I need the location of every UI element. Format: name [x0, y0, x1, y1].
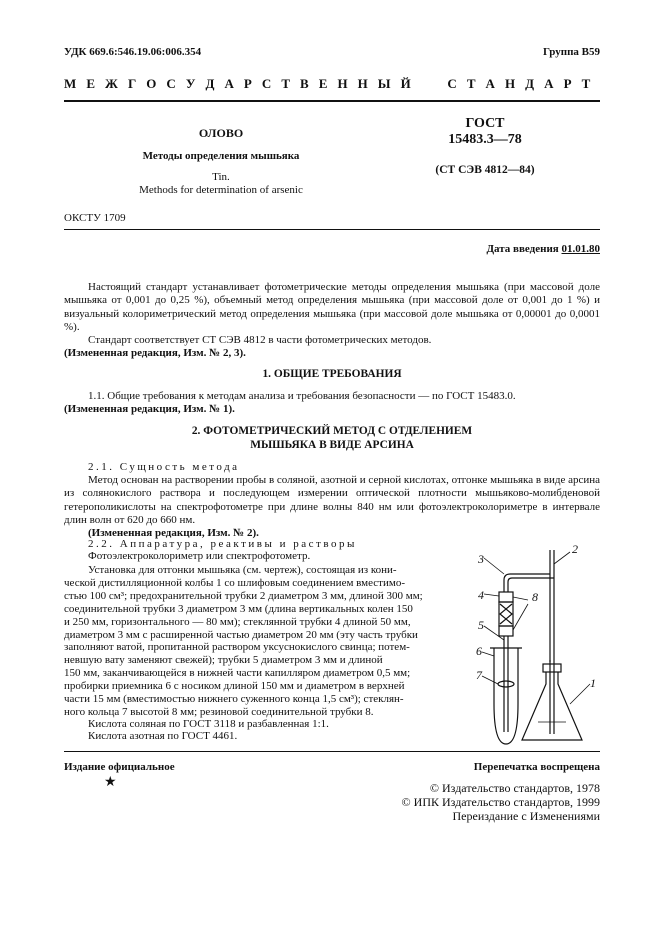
udk-code: УДК 669.6:546.19.06:006.354 [64, 46, 202, 58]
leader-line [513, 604, 528, 630]
lead-acetate-cotton [500, 604, 512, 624]
leader-line [482, 676, 498, 684]
leader-line [554, 552, 570, 564]
apparatus-line: стью 100 см³; предохранительной трубки 2 диаметром 3 мм, длиной 300 мм; [64, 589, 423, 602]
apparatus-line: соединительной трубки 3 диаметром 3 мм (длина вертикальных колен 150 [64, 602, 413, 615]
section-1-1: 1.1. Общие требования к методам анализа и требования безопасности — по ГОСТ 15483.0. [88, 390, 516, 402]
photometer-item: Фотоэлектроколориметр или спектрофотометр. [88, 550, 311, 562]
star-icon: ★ [104, 775, 117, 790]
intro-amendment: (Измененная редакция, Изм. № 2, 3). [64, 347, 246, 359]
subsection-2-1: 2.1. Сущность метода [88, 461, 240, 473]
section-1-heading: 1. ОБЩИЕ ТРЕБОВАНИЯ [262, 368, 402, 380]
glass-ring [498, 681, 514, 687]
group-code: Группа В59 [542, 46, 600, 58]
conical-flask [522, 672, 582, 740]
apparatus-line: заполняют ватой, пропитанной раствором уксуснокислого свинца; потем- [64, 641, 410, 654]
banner-rule [64, 100, 600, 102]
date-label: Дата введения [486, 243, 559, 255]
figure-label-6: 6 [476, 644, 482, 658]
date-value: 01.01.80 [561, 243, 600, 255]
receiver-tube [494, 648, 518, 744]
standard-banner: М Е Ж Г О С У Д А Р С Т В Е Н Н Ы Й С Т А Н Д А Р Т [64, 76, 594, 91]
leader-line [482, 652, 494, 656]
apparatus-line: части 15 мм (вместимостью нижнего суженного конца 1,5 см³); стеклян- [64, 693, 404, 706]
figure-label-8: 8 [532, 590, 538, 604]
distillation-apparatus-figure [466, 544, 600, 750]
apparatus-description [64, 564, 460, 719]
section-2-amendment: (Измененная редакция, Изм. № 2). [88, 527, 259, 539]
leader-line [513, 597, 528, 600]
title-en-1: Tin. [212, 171, 230, 183]
official-edition: Издание официальное [64, 761, 175, 773]
apparatus-line: ческой дистилляционной колбы 1 со шлифовым соединением вместимо- [64, 576, 405, 589]
section-1-amendment: (Измененная редакция, Изм. № 1). [64, 403, 235, 415]
leader-line [484, 558, 504, 574]
apparatus-line: 150 мм, заканчивающейся в нижней части капилляром диаметром 0,5 мм; [64, 667, 411, 680]
gost-label: ГОСТ [465, 116, 505, 131]
sev-number: (СТ СЭВ 4812—84) [435, 164, 535, 176]
apparatus-line: диаметром 3 мм с расширенной частью диаметром 20 мм (эту часть трубки [64, 628, 418, 641]
copyright-1978: © Издательство стандартов, 1978 [429, 781, 600, 795]
doc-subtitle: Методы определения мышьяка [142, 150, 300, 162]
apparatus-line: пробирки приемника 6 с носиком длиной 150 мм и диаметром в верхней [64, 680, 405, 693]
nitric-acid: Кислота азотная по ГОСТ 4461. [88, 730, 238, 742]
subsection-2-2: 2.2. Аппаратура, реактивы и растворы [88, 538, 357, 550]
apparatus-line: ного кольца 7 высотой 8 мм; резиновой соединительной трубки 8. [64, 705, 374, 718]
connecting-tube-inner [508, 578, 554, 592]
hydrochloric-acid: Кислота соляная по ГОСТ 3118 и разбавленная 1:1. [88, 718, 329, 730]
connecting-tube [504, 574, 550, 662]
figure-label-5: 5 [478, 618, 484, 632]
copyright-1999: © ИПК Издательство стандартов, 1999 [401, 795, 600, 809]
leader-line [570, 684, 590, 704]
apparatus-line: Установка для отгонки мышьяка (см. чертеж), состоящая из кони- [88, 564, 397, 576]
apparatus-line: невшую вату заменяют свежей); трубки 5 диаметром 3 мм и длиной [64, 654, 383, 667]
figure-label-1: 1 [590, 676, 596, 690]
reprint-notice: Перепечатка воспрещена [473, 761, 600, 773]
rubber-joint [499, 592, 513, 602]
effective-date [486, 243, 600, 256]
figure-label-3: 3 [478, 552, 484, 566]
apparatus-line: и 250 мм, горизонтального — 80 мм); стеклянной трубки 4 длиной 50 мм, [64, 615, 411, 628]
okstu: ОКСТУ 1709 [64, 212, 126, 224]
rubber-joint-lower [499, 626, 513, 636]
section-2-heading-2: МЫШЬЯКА В ВИДЕ АРСИНА [250, 439, 414, 451]
intro-paragraph: Настоящий стандарт устанавливает фотометрические методы определения мышьяка (при массовой доле мышьяка от 0,001 до 0,25 %), объемный метод определения мышьяка (при массовой доле от 0,001 до 1 %) и визуальный колориметрический метод определения мышьяка (при массовой доле мышьяка от 0,00001 до 0,0001 %). [64, 281, 600, 334]
figure-label-2: 2 [572, 542, 578, 556]
intro-sev-note: Стандарт соответствует СТ СЭВ 4812 в части фотометрических методов. [88, 334, 432, 346]
footer-rule [64, 751, 600, 752]
leader-line [484, 626, 504, 640]
method-essence: Метод основан на растворении пробы в соляной, азотной и серной кислотах, отгонке мышьяка в виде арсина из солянокислого раствора и последующем измерении оптической плотности мышьяково-молибденовой гетерополикислоты на спектрофотометре при длине волны 840 нм или фотоэлектроколориметре в интервале длин волн от 620 до 660 нм. [64, 474, 601, 527]
leader-line [484, 594, 499, 596]
figure-label-7: 7 [476, 668, 482, 682]
okstu-rule [64, 229, 600, 230]
title-en-2: Methods for determination of arsenic [139, 184, 303, 196]
gost-number: 15483.3—78 [448, 132, 522, 147]
flask-stopper [543, 664, 561, 672]
section-2-heading-1: 2. ФОТОМЕТРИЧЕСКИЙ МЕТОД С ОТДЕЛЕНИЕМ [191, 425, 473, 437]
figure-label-4: 4 [478, 588, 484, 602]
doc-title: ОЛОВО [198, 126, 244, 140]
reissue-note: Переиздание с Изменениями [452, 809, 600, 823]
